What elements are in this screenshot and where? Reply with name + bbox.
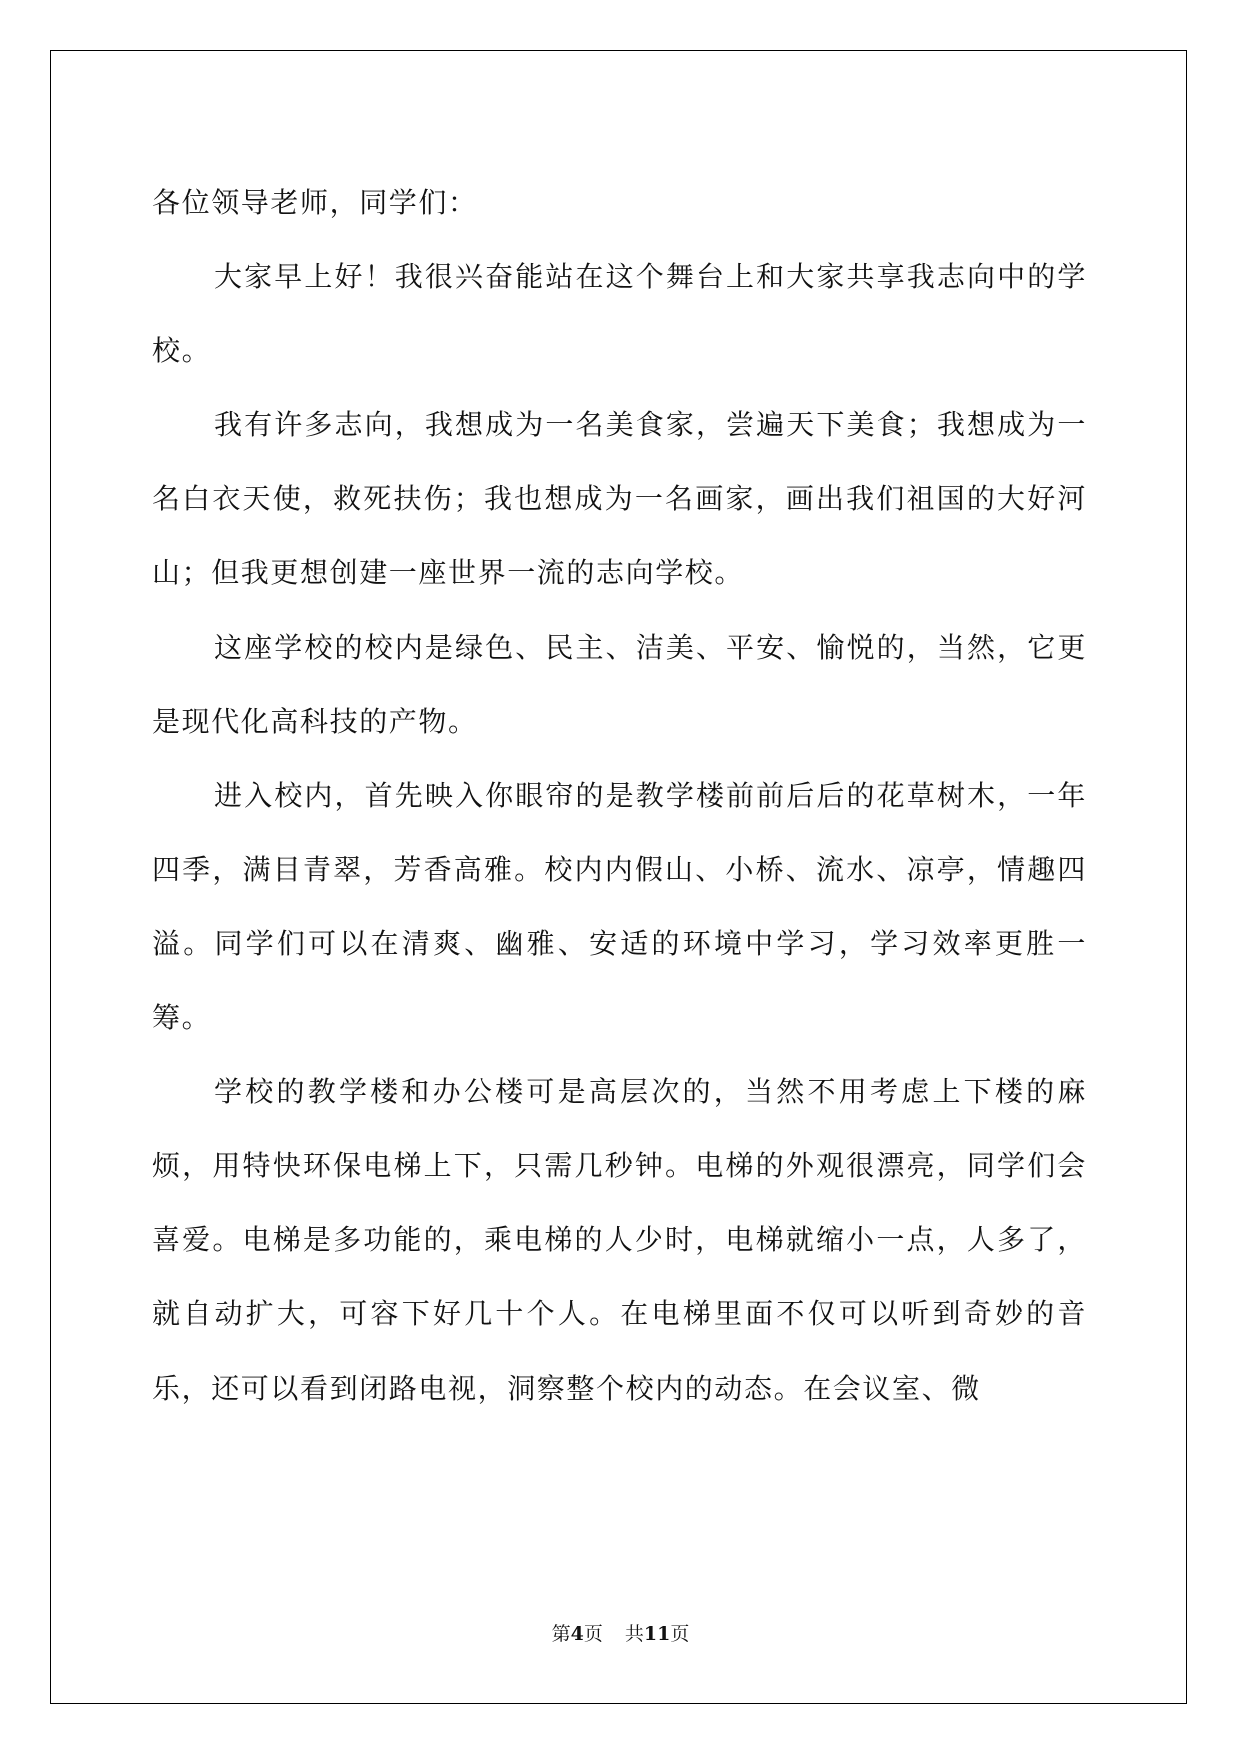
paragraph-campus: 这座学校的校内是绿色、民主、洁美、平安、愉悦的，当然，它更是现代化高科技的产物。 — [152, 630, 1087, 738]
paragraph-salutation: 各位领导老师，同学们： — [152, 186, 478, 219]
paragraph-greeting: 大家早上好！我很兴奋能站在这个舞台上和大家共享我志向中的学校。 — [152, 260, 1087, 368]
page-prefix: 第 — [551, 1623, 571, 1645]
page-footer — [0, 1623, 1241, 1645]
page-number: 4 — [570, 1623, 584, 1645]
total-prefix: 共 — [624, 1623, 644, 1645]
paragraph-aspirations: 我有许多志向，我想成为一名美食家，尝遍天下美食；我想成为一名白衣天使，救死扶伤；我也想成为一名画家，画出我们祖国的大好河山；但我更想创建一座世界一流的志向学校。 — [152, 408, 1087, 590]
total-suffix: 页 — [670, 1623, 690, 1645]
document-body — [152, 166, 1087, 1426]
paragraph-entrance: 进入校内，首先映入你眼帘的是教学楼前前后后的花草树木，一年四季，满目青翠，芳香高雅。校内内假山、小桥、流水、凉亭，情趣四溢。同学们可以在清爽、幽雅、安适的环境中学习，学习效率更胜一筹。 — [152, 778, 1087, 1035]
page-suffix: 页 — [583, 1623, 603, 1645]
total-pages: 11 — [643, 1623, 671, 1645]
paragraph-elevator: 学校的教学楼和办公楼可是高层次的，当然不用考虑上下楼的麻烦，用特快环保电梯上下，只需几秒钟。电梯的外观很漂亮，同学们会喜爱。电梯是多功能的，乘电梯的人少时，电梯就缩小一点，人多了，就自动扩大，可容下好几十个人。在电梯里面不仅可以听到奇妙的音乐，还可以看到闭路电视，洞察整个校内的动态。在会议室、微 — [152, 1075, 1087, 1405]
